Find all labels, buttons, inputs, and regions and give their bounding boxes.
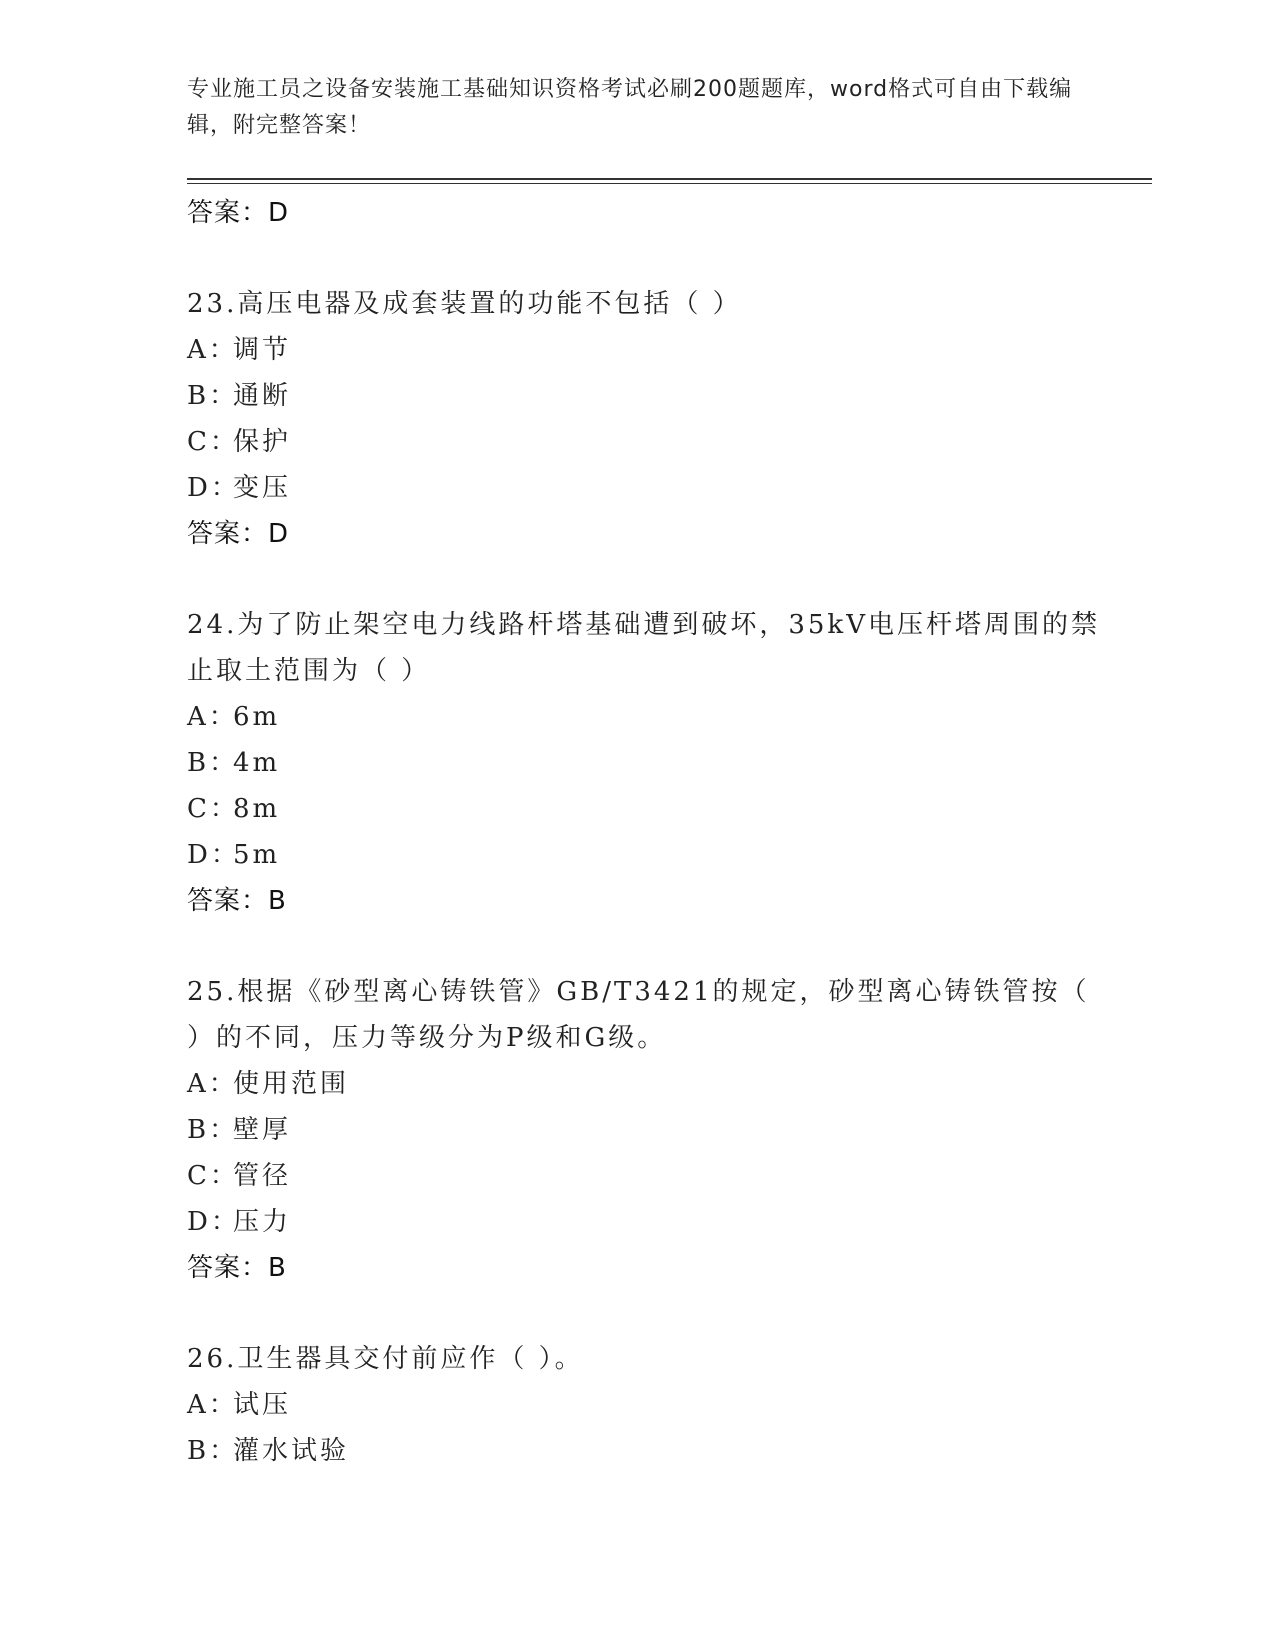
answer-line: 答案：B: [187, 1253, 287, 1283]
option-key: B：: [187, 1436, 239, 1466]
option-text: 保护: [233, 427, 292, 457]
option-d: [187, 1199, 1107, 1245]
option-key: A：: [187, 1390, 238, 1420]
option-text: 6m: [233, 702, 281, 732]
option-key: A：: [187, 1069, 238, 1099]
option-b: [187, 740, 1107, 786]
question-text: 23.高压电器及成套装置的功能不包括（ ）: [187, 289, 742, 319]
option-text: 4m: [233, 748, 281, 778]
answer-line: 答案：D: [187, 198, 290, 228]
option-d: [187, 465, 1107, 511]
option-text: 灌水试验: [233, 1436, 350, 1466]
option-c: [187, 786, 1107, 832]
option-d: [187, 832, 1107, 878]
option-key: A：: [187, 702, 238, 732]
option-key: D：: [187, 840, 240, 870]
page-header: 专业施工员之设备安装施工基础知识资格考试必刷200题题库，word格式可自由下载编辑，附完整答案！: [187, 77, 1073, 138]
question-block: [187, 281, 1107, 557]
option-a: [187, 694, 1107, 740]
option-a: [187, 1061, 1107, 1107]
option-key: B：: [187, 1115, 239, 1145]
option-text: 调节: [233, 335, 292, 365]
option-text: 变压: [233, 473, 292, 503]
option-text: 试压: [233, 1390, 292, 1420]
option-c: [187, 419, 1107, 465]
option-text: 壁厚: [233, 1115, 292, 1145]
option-key: C：: [187, 427, 239, 457]
option-text: 使用范围: [233, 1069, 350, 1099]
answer-line: 答案：D: [187, 519, 290, 549]
question-text: 26.卫生器具交付前应作（ ）。: [187, 1344, 584, 1374]
question-list: [187, 190, 1107, 1474]
question-block: [187, 602, 1107, 924]
option-key: C：: [187, 1161, 239, 1191]
option-key: B：: [187, 381, 239, 411]
option-a: [187, 1382, 1107, 1428]
option-text: 通断: [233, 381, 292, 411]
question-text: 24.为了防止架空电力线路杆塔基础遭到破坏，35kV电压杆塔周围的禁止取土范围为（ ）: [187, 610, 1100, 686]
answer-line: 答案：B: [187, 886, 287, 916]
question-block: [187, 1336, 1107, 1474]
option-text: 管径: [233, 1161, 292, 1191]
option-text: 5m: [233, 840, 281, 870]
question-block: [187, 969, 1107, 1291]
option-text: 8m: [233, 794, 281, 824]
option-key: D：: [187, 473, 240, 503]
option-key: C：: [187, 794, 239, 824]
option-b: [187, 373, 1107, 419]
option-b: [187, 1428, 1107, 1474]
header-divider: [187, 178, 1152, 180]
question-text: 25.根据《砂型离心铸铁管》GB/T3421的规定，砂型离心铸铁管按（ ）的不同，压力等级分为P级和G级。: [187, 977, 1090, 1053]
option-c: [187, 1153, 1107, 1199]
option-a: [187, 327, 1107, 373]
option-text: 压力: [233, 1207, 292, 1237]
option-b: [187, 1107, 1107, 1153]
option-key: A：: [187, 335, 238, 365]
option-key: D：: [187, 1207, 240, 1237]
header-divider-thin: [187, 183, 1152, 184]
option-key: B：: [187, 748, 239, 778]
